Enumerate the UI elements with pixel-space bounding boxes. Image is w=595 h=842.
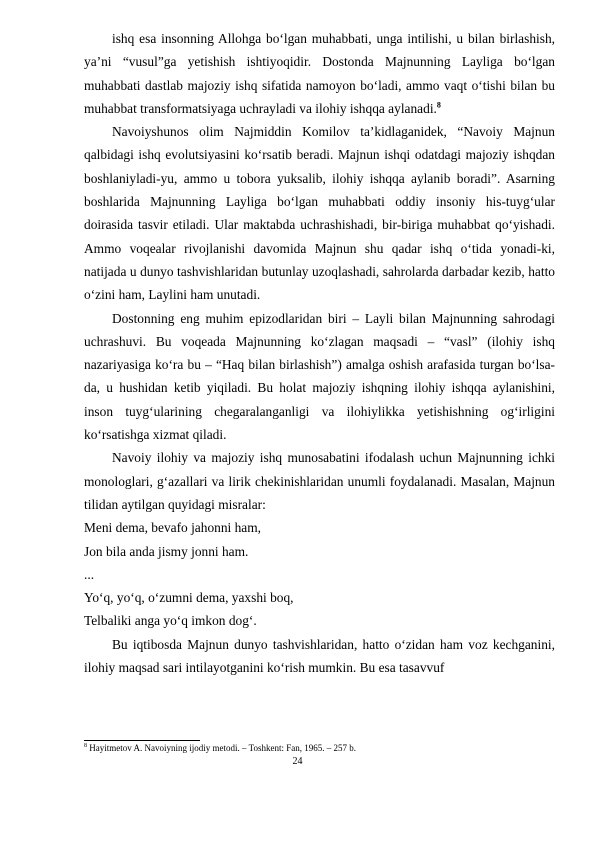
footnote-ref-marker[interactable]: 8 [436,100,441,110]
verse-block [84,516,555,632]
footnote [84,743,555,754]
paragraph-2: Navoiyshunos olim Najmiddin Komilov ta’kidlaganidek, “Navoiy Majnun qalbidagi ishq evolutsiyasini ko‘rsatib beradi. Majnun ishqi odatdagi majoziy ishqdan boshlaniyladi-yu, ammo u tobora yuksalib, ilohiy ishqqa aylanib boradi”. Asarning boshlarida Majnunning Layliga bo‘lgan muhabbati oddiy insoniy his-tuyg‘ular doirasida tasvir etiladi. Ular maktabda uchrashishadi, bir-biriga muhabbat qo‘yishadi. Ammo voqealar rivojlanishi davomida Majnun shu qadar ishq o‘tida yonadi-ki, natijada u dunyo tashvishlaridan butunlay uzoqlashadi, sahrolarda darbadar kezib, hatto o‘zini ham, Laylini ham unutadi. [84,124,555,303]
verse-line-4: Telbaliki anga yo‘q imkon dog‘. [84,613,257,629]
closing-paragraph: Bu iqtibosda Majnun dunyo tashvishlaridan, hatto o‘zidan ham voz kechganini, ilohiy maqsad sari intilayotganini ko‘rish mumkin. Bu esa tasavvuf [84,636,555,676]
paragraph-4: Navoiy ilohiy va majoziy ishq munosabatini ifodalash uchun Majnunning ichki monologlari, g‘azallari va lirik chekinishlaridan unumli foydalanadi. Masalan, Majnun tilidan aytilgan quyidagi misralar: [84,450,555,512]
verse-line-1: Meni dema, bevafo jahonni ham, [84,520,262,536]
footnote-text: Hayitmetov A. Navoiyning ijodiy metodi. – Toshkent: Fan, 1965. – 257 b. [89,743,356,753]
footnote-divider [84,740,200,741]
paragraph-3: Dostonning eng muhim epizodlaridan biri – Layli bilan Majnunning sahrodagi uchrashuvi. Bu voqeada Majnunning ko‘zlagan maqsadi – “vasl” (ilohiy ishq nazariyasiga ko‘ra bu – “Haq bilan birlashish”) amalga oshish arafasida turgan bo‘lsa-da, u hushidan ketib yiqiladi. Bu holat majoziy ishqning ilohiy ishqqa aylanishini, inson tuyg‘ularining chegaralanganligi va ilohiylikka yetishishning og‘irligini ko‘rsatishga xizmat qiladi. [84,310,555,443]
page-number: 24 [292,756,303,767]
verse-line-3: Yo‘q, yo‘q, o‘zumni dema, yaxshi boq, [84,590,294,606]
paragraph-1: ishq esa insonning Allohga bo‘lgan muhabbati, unga intilishi, u bilan birlashish, ya’ni “vusul”ga yetishish ishtiyoqidir. Dostonda Majnunning Layliga bo‘lgan muhabbati dastlab majoziy ishq sifatida namoyon bo‘ladi, ammo vaqt o‘tishi bilan bu muhabbat transformatsiyaga uchrayladi va ilohiy ishqqa aylanadi.$^8$ [84,31,555,116]
footnote-marker: 8 [84,743,87,749]
verse-line-2: Jon bila anda jismy jonni ham. [84,543,249,559]
document-page [84,27,555,679]
verse-ellipsis: ... [84,566,95,582]
